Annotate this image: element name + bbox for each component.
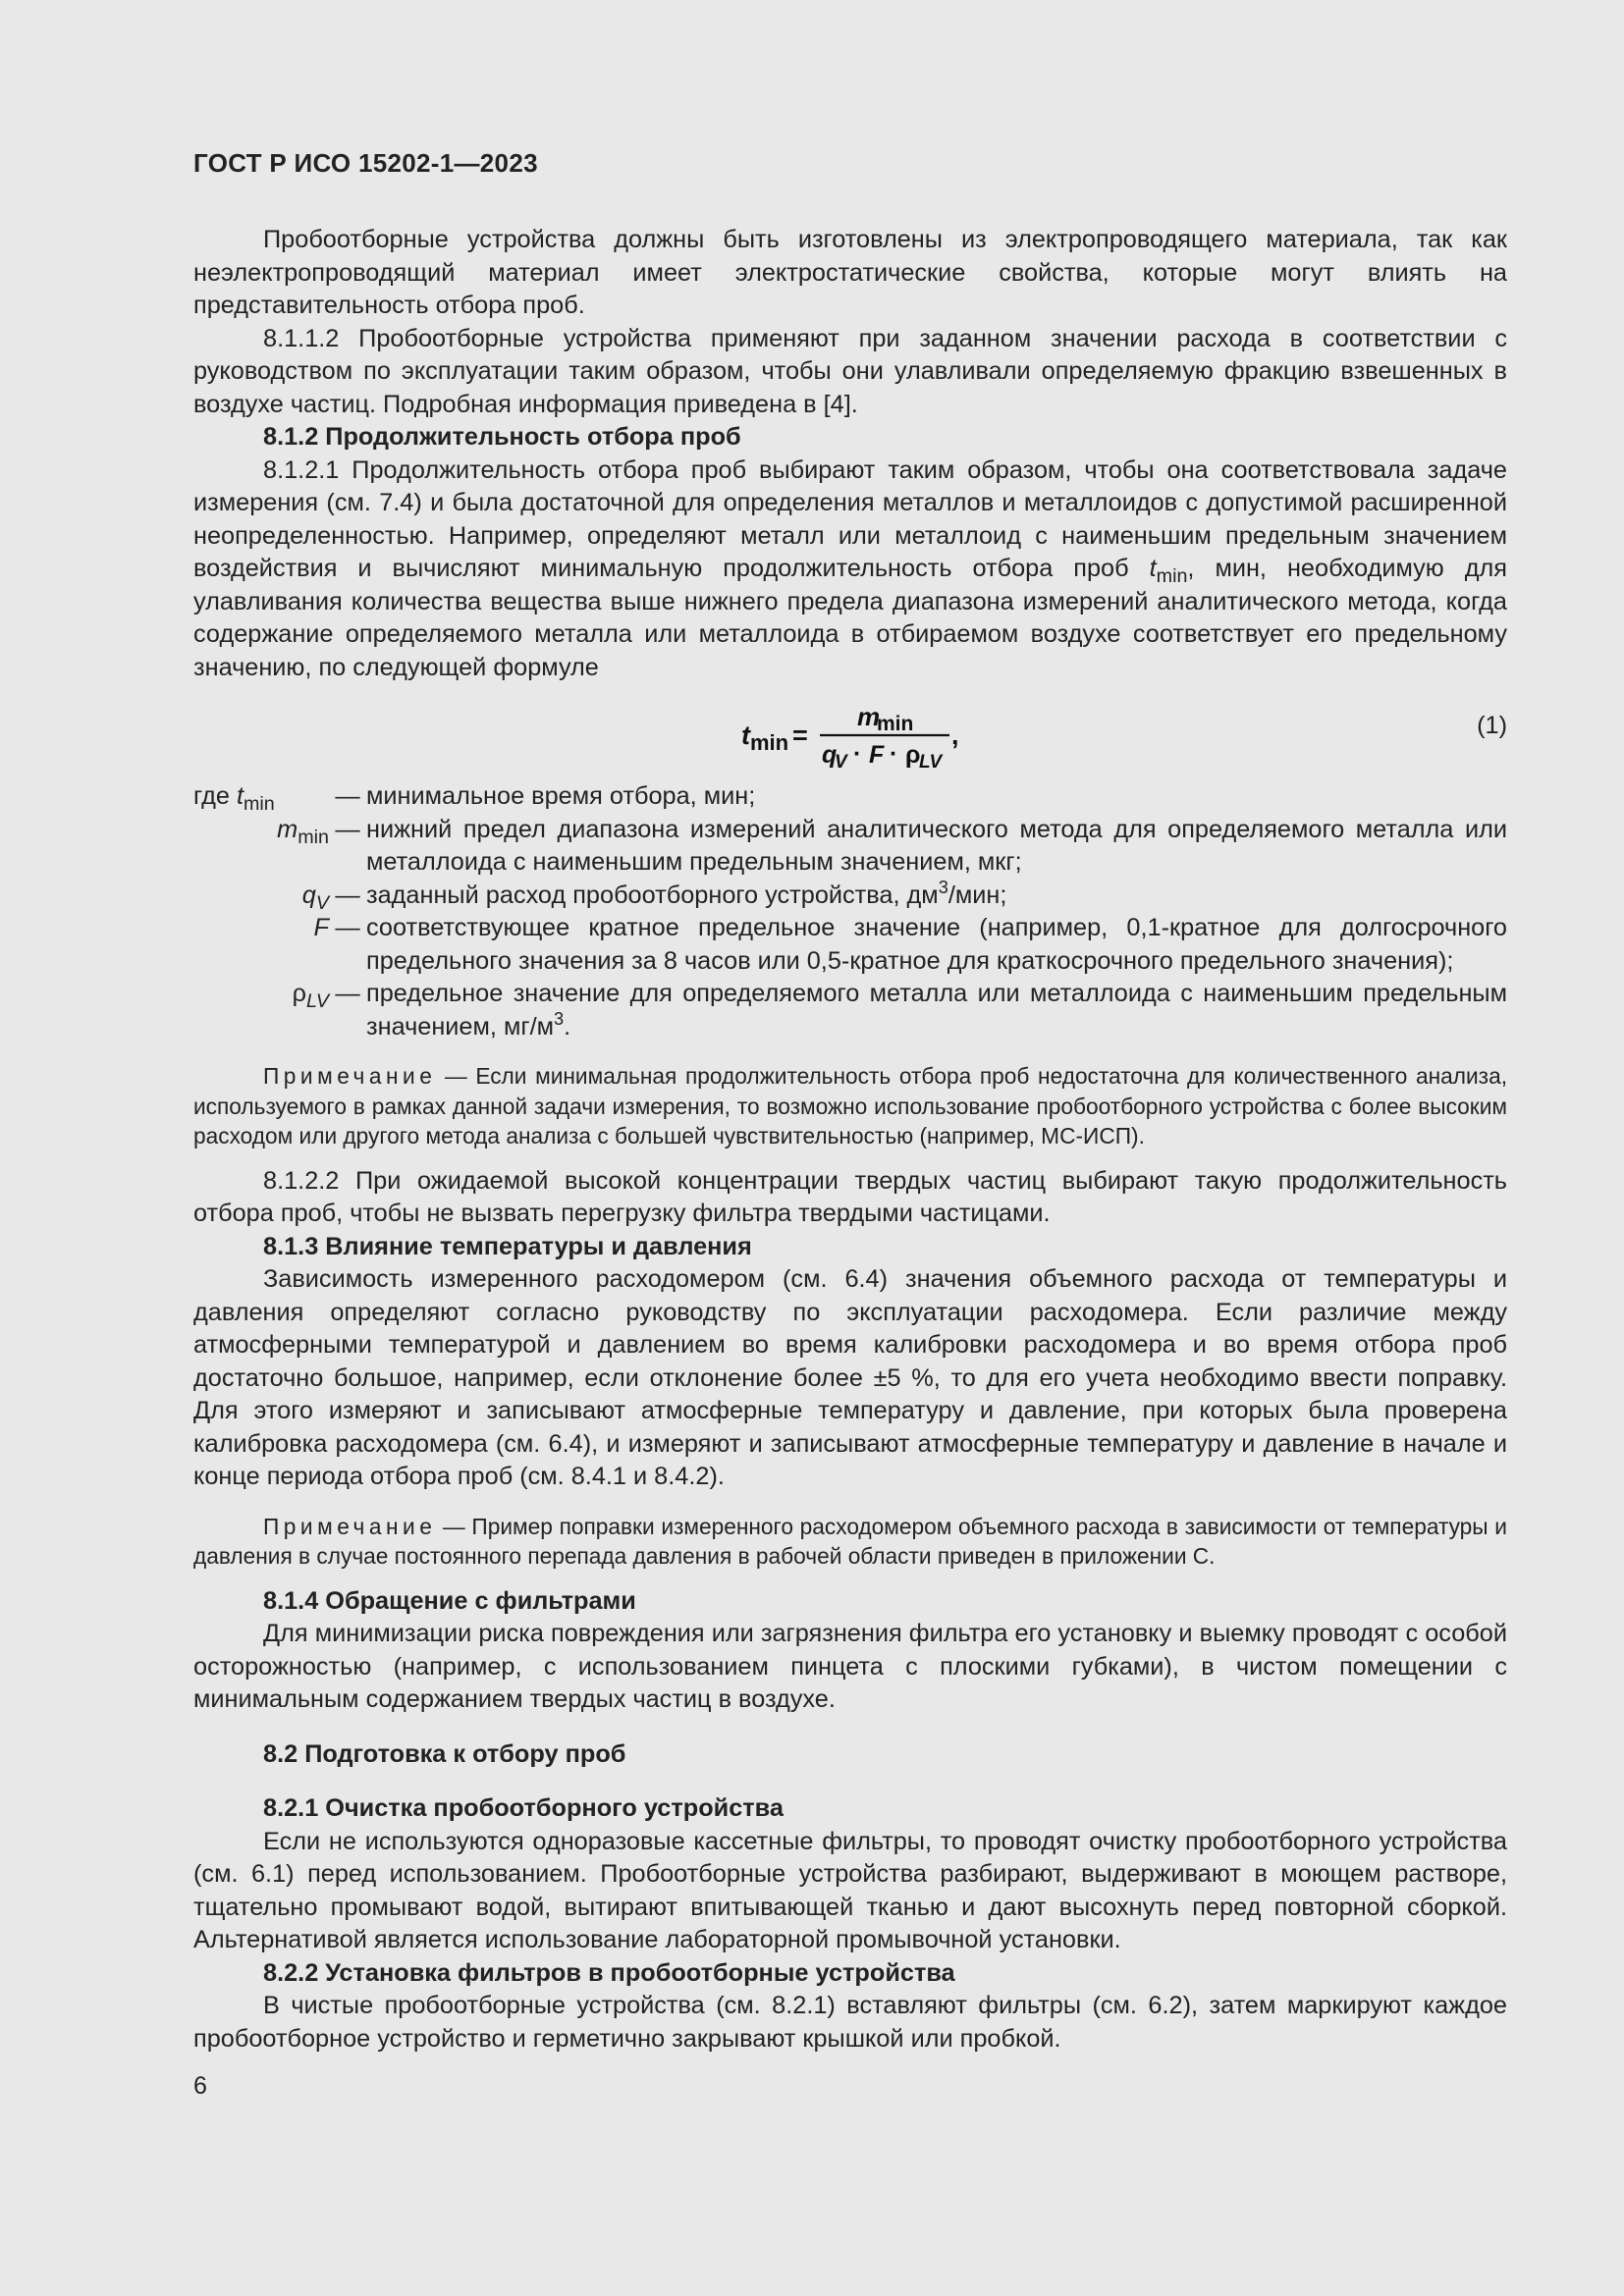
heading-8-2-2: 8.2.2 Установка фильтров в пробоотборные устройства: [263, 1958, 955, 1987]
heading-8-1-4: 8.1.4 Обращение с фильтрами: [263, 1586, 636, 1615]
paragraph-intro: Пробоотборные устройства должны быть изготовлены из электропроводящего материала, так как неэлектропроводящий материал имеет электростатические свойства, которые могут влиять на представительность отбора проб.: [193, 226, 1507, 319]
symbol-t: t: [1149, 555, 1157, 582]
heading-8-1-3: 8.1.3 Влияние температуры и давления: [263, 1232, 752, 1260]
definition-text-qv-a: заданный расход пробоотборного устройства, дм: [366, 881, 939, 909]
definition-text-rho-a: предельное значение для определяемого металла или металлоида с наименьшим предельным значением, мг/м: [366, 980, 1507, 1041]
formula-rho-sub: LV: [919, 752, 943, 771]
term-f: F: [313, 914, 329, 941]
page-header-doc-id: ГОСТ Р ИСО 15202-1—2023: [193, 148, 538, 178]
term-rho: ρ: [292, 980, 306, 1007]
term-t: t: [236, 782, 244, 810]
paragraph-8-2-2: В чистые пробоотборные устройства (см. 8.2.1) вставляют фильтры (см. 6.2), затем маркируют каждое пробоотборное устройство и герметично закрывают крышкой или пробкой.: [193, 1992, 1507, 2053]
definition-text-qv: [366, 877, 1507, 913]
formula-f: F: [869, 741, 885, 769]
definition-term-mmin: [193, 814, 329, 880]
note-2-text: — Пример поправки измеренного расходомером объемного расхода в зависимости от температуры и давления в случае постоянного перепада давления в рабочей области приведен в приложении С.: [193, 1513, 1507, 1569]
definition-tmin: [193, 780, 1507, 814]
definition-text-rho-exp: 3: [554, 1008, 565, 1029]
definition-term-rho: [193, 978, 329, 1043]
heading-8-1-2: 8.1.2 Продолжительность отбора проб: [263, 423, 741, 451]
term-t-sub: min: [243, 792, 275, 815]
definition-dash: —: [335, 881, 360, 909]
paragraph-8-2-1: Если не используются одноразовые кассетные фильтры, то проводят очистку пробоотборного устройства (см. 6.1) перед использованием. Пробоотборные устройства разбирают, выдерживают в моющем растворе, тщательно промывают водой, вытирают впитывающей тканью и дают высохнуть перед повторной сборкой. Альтернативой является использование лабораторной промывочной установки.: [193, 1827, 1507, 1953]
definition-text-f: соответствующее кратное предельное значение (например, 0,1-кратное для долгосрочного предельного значения за 8 часов или 0,5-кратное для краткосрочного предельного значения);: [366, 914, 1507, 975]
formula-dot-2: ·: [890, 740, 898, 768]
term-rho-sub: LV: [305, 989, 329, 1012]
paragraph-8-1-1-2: 8.1.1.2 Пробоотборные устройства применяют при заданном значении расхода в соответствии с руководством по эксплуатации таким образом, чтобы они улавливали определяемую фракцию взвешенных в воздухе частиц. Подробная информация приведена в [4].: [193, 324, 1507, 418]
formula-m-sub: min: [877, 713, 914, 735]
note-1-label: Примечание: [263, 1063, 437, 1089]
formula-number: (1): [1477, 712, 1507, 739]
formula-svg: [193, 690, 1507, 771]
page-number: 6: [193, 2072, 207, 2100]
heading-8-2-1: 8.2.1 Очистка пробоотборного устройства: [263, 1794, 784, 1822]
definition-term-qv: [193, 880, 329, 913]
where-word: где: [193, 782, 230, 810]
term-q: q: [301, 881, 316, 909]
formula-dot-1: ·: [853, 740, 862, 768]
formula-definitions: [193, 780, 1507, 1043]
definition-mmin: [193, 814, 1507, 880]
definition-dash: —: [335, 914, 360, 941]
formula-t-sub: min: [750, 730, 789, 755]
definition-text-qv-exp: 3: [938, 877, 948, 897]
definition-text-rho-b: .: [564, 1012, 571, 1041]
formula-equals: =: [792, 721, 808, 750]
formula-1: [193, 690, 1507, 771]
formula-rho: ρ: [905, 741, 921, 769]
page-body: [193, 224, 1507, 2056]
formula-comma: ,: [951, 721, 959, 750]
heading-8-2: 8.2 Подготовка к отбору проб: [263, 1739, 626, 1768]
definition-dash: —: [335, 980, 360, 1007]
formula-q-sub: V: [835, 752, 847, 771]
paragraph-8-1-3: Зависимость измеренного расходомером (см. 6.4) значения объемного расхода от температуры и давления определяют согласно руководству по эксплуатации расходомера. Если различие между атмосферными температурой и давлением во время калибровки расходомера и во время отбора проб достаточно большое, например, если отклонение более ±5 %, то для его учета необходимо ввести поправку. Для этого измеряют и записывают атмосферные температуру и давление, при которых была проверена калибровка расходомера (см. 6.4), и измеряют и записывают атмосферные температуру и давление в начале и конце периода отбора проб (см. 8.4.1 и 8.4.2).: [193, 1265, 1507, 1490]
definition-text-qv-b: /мин;: [947, 881, 1007, 909]
definition-text-tmin: минимальное время отбора, мин;: [366, 782, 756, 810]
definition-term-tmin: [193, 780, 329, 814]
definition-qv: [193, 877, 1507, 914]
definition-dash: —: [335, 782, 360, 810]
definition-rho: [193, 978, 1507, 1043]
definition-text-rho: [366, 978, 1507, 1043]
paragraph-8-1-2-1: [193, 454, 1507, 685]
formula-m: m: [857, 702, 881, 731]
paragraph-8-1-2-2: 8.1.2.2 При ожидаемой высокой концентрации твердых частиц выбирают такую продолжительность отбора проб, чтобы не вызвать перегрузку фильтра твердыми частицами.: [193, 1166, 1507, 1227]
definition-f: [193, 912, 1507, 978]
note-1: [193, 1061, 1507, 1151]
definition-text-mmin: нижний предел диапазона измерений аналитического метода для определяемого металла или металлоида с наименьшим предельным значением, мкг;: [366, 815, 1507, 876]
term-m-sub: min: [298, 826, 329, 848]
note-1-text: — Если минимальная продолжительность отбора проб недостаточна для количественного анализа, используемого в рамках данной задачи измерения, то возможно использование пробоотборного устройства с более высоким расходом или другого метода анализа с большей чувствительностью (например, МС-ИСП).: [193, 1063, 1507, 1148]
note-2-label: Примечание: [263, 1513, 437, 1539]
paragraph-8-1-4: Для минимизации риска повреждения или загрязнения фильтра его установку и выемку проводят с особой осторожностью (например, с использованием пинцета с плоскими губками), в чистом помещении с минимальным содержанием твердых частиц в воздухе.: [193, 1620, 1507, 1713]
paragraph-8-1-2-1-part-b: , мин, необходимую для улавливания количества вещества выше нижнего предела диапазона измерений аналитического метода, когда содержание определяемого металла или металлоида в отбираемом воздухе соответствует его предельному значению, по следующей формуле: [193, 555, 1507, 681]
term-m: m: [277, 815, 298, 843]
definition-dash: —: [335, 815, 360, 843]
symbol-min-subscript: min: [1156, 564, 1188, 587]
term-q-sub: V: [315, 891, 329, 914]
definition-term-f: [193, 912, 329, 978]
formula-q: q: [822, 741, 838, 769]
note-2: [193, 1512, 1507, 1572]
formula-t: t: [741, 721, 750, 750]
paragraph-8-1-2-1-part-a: 8.1.2.1 Продолжительность отбора проб выбирают таким образом, чтобы она соответствовала задаче измерения (см. 7.4) и была достаточной для определения металлов и металлоидов с допустимой расширенной неопределенностью. Например, определяют металл или металлоид с наименьшим предельным значением воздействия и вычисляют минимальную продолжительность отбора проб: [193, 455, 1507, 582]
